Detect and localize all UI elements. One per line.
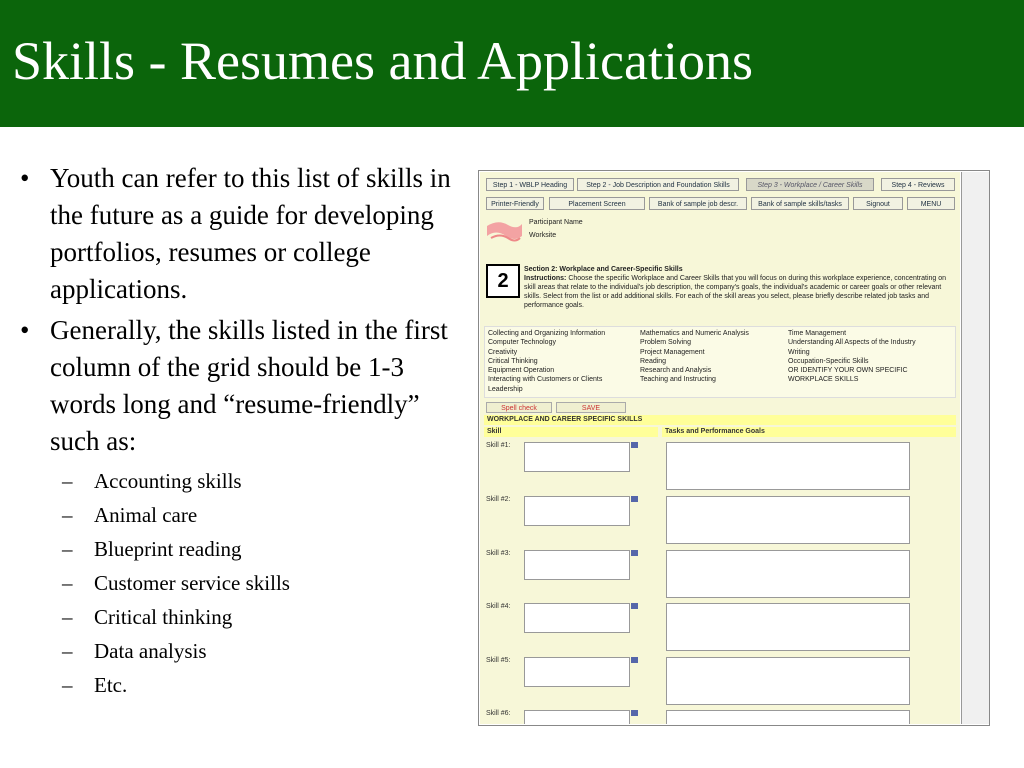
sub-bullet-text: Blueprint reading xyxy=(94,537,242,561)
bullet-item xyxy=(20,160,465,308)
chevron-down-icon[interactable] xyxy=(631,657,638,663)
printer-friendly-button[interactable]: Printer-Friendly xyxy=(486,197,544,210)
window-edge xyxy=(961,172,990,724)
dash-symbol: – xyxy=(62,537,73,561)
skill-row-label: Skill #6: xyxy=(486,710,511,717)
skill-option[interactable]: Research and Analysis xyxy=(640,367,712,375)
instructions-label: Instructions: xyxy=(524,275,567,282)
tab-step-2[interactable]: Step 2 - Job Description and Foundation Skills xyxy=(577,178,739,191)
sub-bullet-item xyxy=(20,498,465,532)
skill-input[interactable] xyxy=(524,710,630,724)
sub-bullet-text: Critical thinking xyxy=(94,605,233,629)
spell-check-button[interactable]: Spell check xyxy=(486,402,552,413)
sub-bullet-item xyxy=(20,634,465,668)
sub-bullet-text: Customer service skills xyxy=(94,571,290,595)
skill-option[interactable]: Computer Technology xyxy=(488,339,556,347)
skill-option[interactable]: Collecting and Organizing Information xyxy=(488,330,606,337)
bullet-text: Generally, the skills listed in the first column of the grid should be 1-3 words long and “resume-friendly” such as: xyxy=(50,315,448,456)
skill-option[interactable]: Understanding All Aspects of the Industry xyxy=(788,339,916,347)
skill-option[interactable]: Writing xyxy=(788,348,810,356)
bullet-symbol: • xyxy=(20,315,30,345)
sub-bullet-text: Animal care xyxy=(94,503,198,527)
skill-input[interactable] xyxy=(524,603,630,633)
sub-bullet-item xyxy=(20,600,465,634)
dash-symbol: – xyxy=(62,605,73,629)
tab-step-3[interactable]: Step 3 - Workplace / Career Skills xyxy=(746,178,874,191)
skills-table-title: WORKPLACE AND CAREER SPECIFIC SKILLS xyxy=(484,415,956,425)
program-logo-icon xyxy=(484,216,524,252)
skills-column-1 xyxy=(488,329,636,394)
skill-option[interactable]: Interacting with Customers or Clients xyxy=(488,376,603,384)
save-button[interactable]: SAVE xyxy=(556,402,626,413)
sub-bullet-item xyxy=(20,532,465,566)
skill-row-label: Skill #2: xyxy=(486,496,511,503)
sub-bullet-list xyxy=(20,464,465,702)
tasks-textarea[interactable] xyxy=(666,442,910,490)
worksite-label: Worksite xyxy=(529,232,557,239)
bullet-symbol: • xyxy=(20,163,30,193)
placement-screen-button[interactable]: Placement Screen xyxy=(549,197,645,210)
sub-bullet-text: Data analysis xyxy=(94,639,207,663)
bullet-text: Youth can refer to this list of skills in the future as a guide for developing portfolios, resumes or college applications. xyxy=(50,163,451,304)
tasks-textarea[interactable] xyxy=(666,496,910,544)
section-number: 2 xyxy=(486,264,520,298)
chevron-down-icon[interactable] xyxy=(631,496,638,502)
tab-step-1[interactable]: Step 1 - WBLP Heading xyxy=(486,178,574,191)
skills-column-2 xyxy=(640,329,784,385)
skill-row-label: Skill #4: xyxy=(486,603,511,610)
skill-option[interactable]: OR IDENTIFY YOUR OWN SPECIFIC xyxy=(788,367,908,375)
skill-option[interactable]: Problem Solving xyxy=(640,339,691,347)
skill-input[interactable] xyxy=(524,496,630,526)
dash-symbol: – xyxy=(62,503,73,527)
signout-button[interactable]: Signout xyxy=(853,197,903,210)
section-title: Section 2: Workplace and Career-Specific Skills xyxy=(524,266,683,273)
skill-option[interactable]: Creativity xyxy=(488,348,518,356)
dash-symbol: – xyxy=(62,639,73,663)
tasks-textarea[interactable] xyxy=(666,657,910,705)
skill-row-label: Skill #3: xyxy=(486,550,511,557)
skill-option[interactable]: Critical Thinking xyxy=(488,357,538,365)
app-page xyxy=(480,172,960,724)
skill-option[interactable]: Leadership xyxy=(488,385,523,393)
skill-option[interactable]: Teaching and Instructing xyxy=(640,376,716,384)
tab-step-4[interactable]: Step 4 - Reviews xyxy=(881,178,955,191)
skill-option[interactable]: Equipment Operation xyxy=(488,367,555,375)
participant-name-label: Participant Name xyxy=(529,219,583,226)
chevron-down-icon[interactable] xyxy=(631,442,638,448)
skill-option[interactable]: Project Management xyxy=(640,348,705,356)
chevron-down-icon[interactable] xyxy=(631,710,638,716)
skill-input[interactable] xyxy=(524,657,630,687)
skill-option[interactable]: Time Management xyxy=(788,330,847,337)
dash-symbol: – xyxy=(62,673,73,697)
chevron-down-icon[interactable] xyxy=(631,550,638,556)
sub-bullet-text: Etc. xyxy=(94,673,128,697)
sample-skills-button[interactable]: Bank of sample skills/tasks xyxy=(751,197,849,210)
dash-symbol: – xyxy=(62,571,73,595)
app-screenshot xyxy=(478,170,990,726)
tasks-column-header: Tasks and Performance Goals xyxy=(662,427,956,437)
skill-option[interactable]: Mathematics and Numeric Analysis xyxy=(640,330,749,337)
skills-column-3 xyxy=(788,329,956,385)
slide-title: Skills - Resumes and Applications xyxy=(12,31,753,91)
sub-bullet-item xyxy=(20,668,465,702)
skill-input[interactable] xyxy=(524,442,630,472)
skill-option[interactable]: Reading xyxy=(640,357,667,365)
sub-bullet-item xyxy=(20,566,465,600)
title-bar xyxy=(0,0,1024,127)
sub-bullet-text: Accounting skills xyxy=(94,469,242,493)
sub-bullet-item xyxy=(20,464,465,498)
skill-option[interactable]: WORKPLACE SKILLS xyxy=(788,376,859,384)
tasks-textarea[interactable] xyxy=(666,550,910,598)
skill-option[interactable]: Occupation-Specific Skills xyxy=(788,357,869,365)
skill-row-label: Skill #5: xyxy=(486,657,511,664)
bullet-item xyxy=(20,312,465,460)
chevron-down-icon[interactable] xyxy=(631,603,638,609)
menu-button[interactable]: MENU xyxy=(907,197,955,210)
tasks-textarea[interactable] xyxy=(666,710,910,724)
instructions-text: Choose the specific Workplace and Career Skills that you will focus on during this workplace experience, concentrating on skill areas that relate to the individual's job description, the company's goals, the individual's academic or career goals or other relevant skills. Select from the list or add additional skills. For each of the skill areas you select, please briefly describe related job tasks and performance goals. xyxy=(524,275,947,309)
tasks-textarea[interactable] xyxy=(666,603,910,651)
skill-column-header: Skill xyxy=(484,427,658,437)
instructions xyxy=(524,274,956,310)
sample-job-descr-button[interactable]: Bank of sample job descr. xyxy=(649,197,747,210)
skill-input[interactable] xyxy=(524,550,630,580)
skill-row-label: Skill #1: xyxy=(486,442,511,449)
bullet-list xyxy=(20,160,465,702)
dash-symbol: – xyxy=(62,469,73,493)
